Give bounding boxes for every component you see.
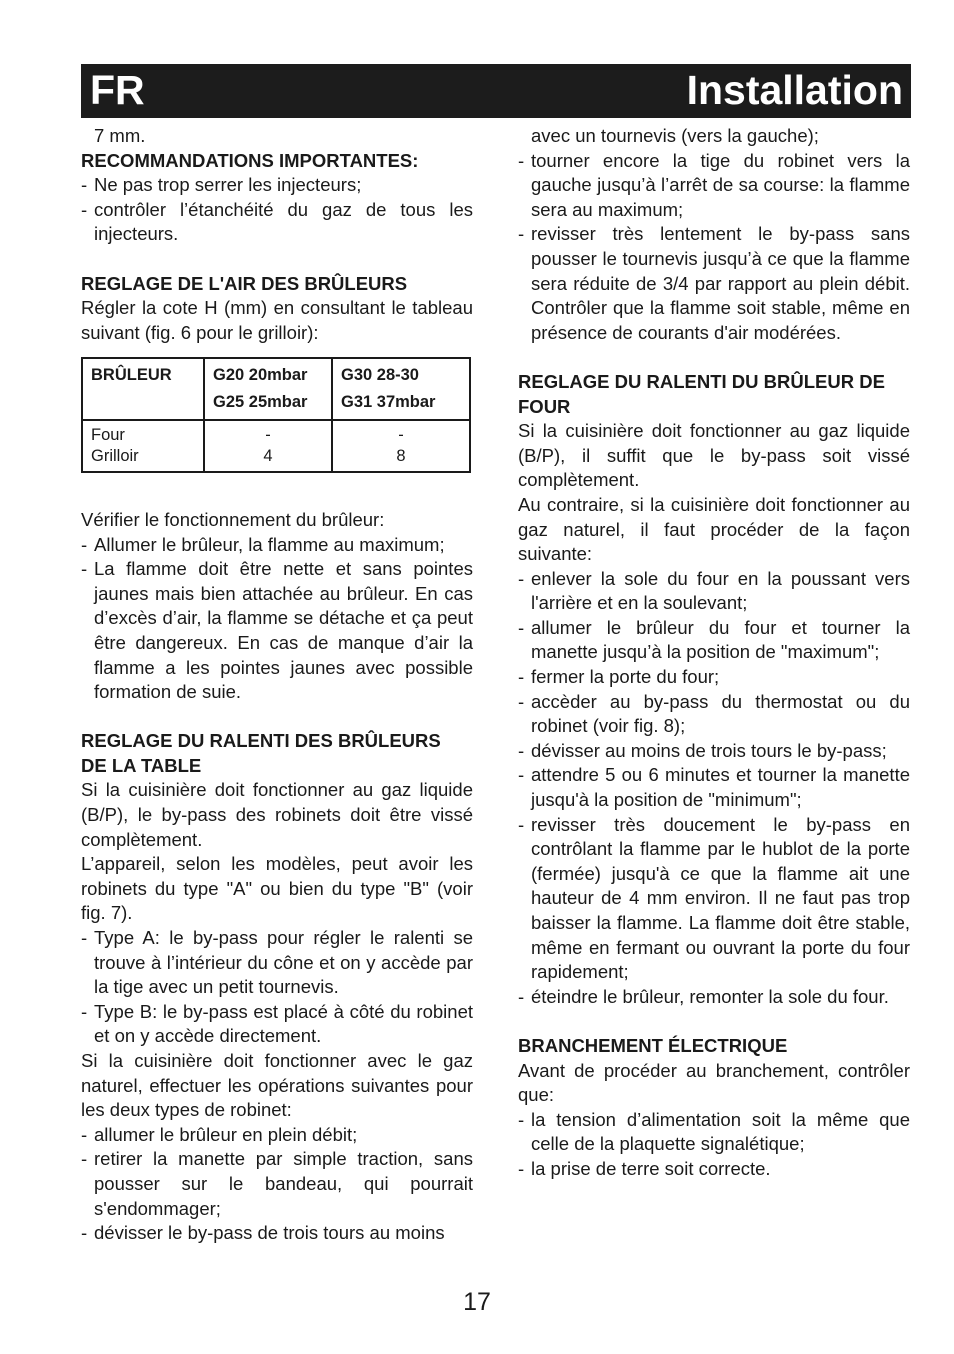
list-item: - contrôler l’étanchéité du gaz de tous les injecteurs. — [81, 198, 473, 245]
list-item: - attendre 5 ou 6 minutes et tourner la manette jusqu'à la position de "minimum"; — [518, 764, 910, 811]
section-heading: DE LA TABLE — [81, 754, 202, 776]
table-row — [82, 420, 470, 472]
table-header-cell: G20 20mbar G25 25mbar — [204, 358, 332, 420]
list-item: - Type A: le by-pass pour régler le ralenti se trouve à l’intérieur du cône et on y accède par la tige avec un petit tournevis. — [81, 927, 473, 998]
paragraph: Régler la cote H (mm) en consultant le tableau suivant (fig. 6 pour le grilloir): — [81, 297, 473, 343]
paragraph: Si la cuisinière doit fonctionner au gaz liquide (B/P), le by-pass des robinets doit être vissé complètement. — [81, 779, 473, 850]
list-item: - la tension d’alimentation soit la même que celle de la plaquette signalétique; — [518, 1108, 910, 1155]
list-item: - dévisser le by-pass de trois tours au moins — [81, 1222, 445, 1244]
table-header-cell: G30 28-30 G31 37mbar — [332, 358, 470, 420]
paragraph: Avant de procéder au branchement, contrôler que: — [518, 1059, 910, 1106]
language-code: FR — [90, 67, 145, 113]
list-item: - retirer la manette par simple traction, sans pousser sur le bandeau, qui pourrait s'endommager; — [81, 1148, 473, 1219]
table-header-cell: BRÛLEUR — [82, 358, 204, 420]
page-title: Installation — [686, 67, 903, 113]
list-item: - accèder au by-pass du thermostat ou du robinet (voir fig. 8); — [518, 690, 910, 737]
list-item: - la prise de terre soit correcte. — [518, 1157, 771, 1179]
list-item: - Allumer le brûleur, la flamme au maximum; — [81, 533, 445, 555]
section-heading: BRANCHEMENT ÉLECTRIQUE — [518, 1034, 788, 1056]
list-item: - allumer le brûleur du four et tourner la manette jusqu’à la position de "maximum"; — [518, 616, 910, 663]
list-item: - revisser très lentement le by-pass sans pousser le tournevis jusqu’à ce que la flamme sera réduite de 3/4 par rapport au plein débit. Contrôler que la flamme soit stable, même en présence de courants d'air modérées. — [518, 223, 910, 343]
list-item: - enlever la sole du four en la poussant vers l'arrière et en la soulevant; — [518, 567, 910, 614]
section-heading: REGLAGE DE L'AIR DES BRÛLEURS — [81, 272, 408, 294]
page-header — [81, 64, 911, 118]
text-line: 7 mm. — [94, 125, 146, 146]
paragraph: L’appareil, selon les modèles, peut avoir les robinets du type "A" ou bien du type "B" (voir fig. 7). — [81, 853, 473, 924]
page-number: 17 — [463, 1288, 491, 1316]
list-item: - dévisser au moins de trois tours le by-pass; — [518, 739, 887, 761]
paragraph: Si la cuisinière doit fonctionner avec le gaz naturel, effectuer les opérations suivantes pour les deux types de robinet: — [81, 1050, 473, 1121]
right-column — [518, 124, 910, 1182]
table-cell: - 4 — [204, 420, 332, 472]
list-item: - tourner encore la tige du robinet vers la gauche jusqu’à l’arrêt de sa course: la flamme sera au maximum; — [518, 149, 910, 220]
paragraph: Vérifier le fonctionnement du brûleur: — [81, 508, 385, 530]
section-heading: REGLAGE DU RALENTI DU BRÛLEUR DE FOUR — [518, 370, 885, 417]
list-item: - revisser très doucement le by-pass en contrôlant la flamme par le hublot de la porte (fermée) jusqu'à ce que la flamme ait une hauteur de 4 mm environ. Il ne faut pas trop baisser la flamme. La flamme doit être stable, même en fermant ou ouvrant la porte du four rapidement; — [518, 813, 910, 983]
list-item: - Type B: le by-pass est placé à côté du robinet et on y accède directement. — [81, 1000, 473, 1047]
list-item: - La flamme doit être nette et sans pointes jaunes mais bien attachée au brûleur. En cas d’excès d’air, la flamme se détache et ça peut être dangereux. En cas de manque d’air la flamme a les pointes jaunes avec possible formation de suie. — [81, 558, 473, 703]
section-heading: RECOMMANDATIONS IMPORTANTES: — [81, 149, 419, 171]
paragraph: Si la cuisinière doit fonctionner au gaz liquide (B/P), il suffit que le by-pass soit vissé complètement. — [518, 420, 910, 491]
left-column — [81, 124, 473, 1246]
burner-table — [81, 357, 471, 473]
section-heading: REGLAGE DU RALENTI DES BRÛLEURS — [81, 730, 441, 752]
paragraph: Au contraire, si la cuisinière doit fonctionner au gaz naturel, il faut procéder de la façon suivante: — [518, 493, 910, 565]
list-item: - éteindre le brûleur, remonter la sole du four. — [518, 985, 889, 1007]
list-item: - Ne pas trop serrer les injecteurs; — [81, 174, 362, 196]
table-header-row — [82, 358, 470, 420]
text-line: avec un tournevis (vers la gauche); — [531, 125, 819, 146]
list-item: - fermer la porte du four; — [518, 666, 720, 688]
list-item: - allumer le brûleur en plein débit; — [81, 1123, 358, 1145]
table-cell: Four Grilloir — [82, 420, 204, 472]
table-cell: - 8 — [332, 420, 470, 472]
